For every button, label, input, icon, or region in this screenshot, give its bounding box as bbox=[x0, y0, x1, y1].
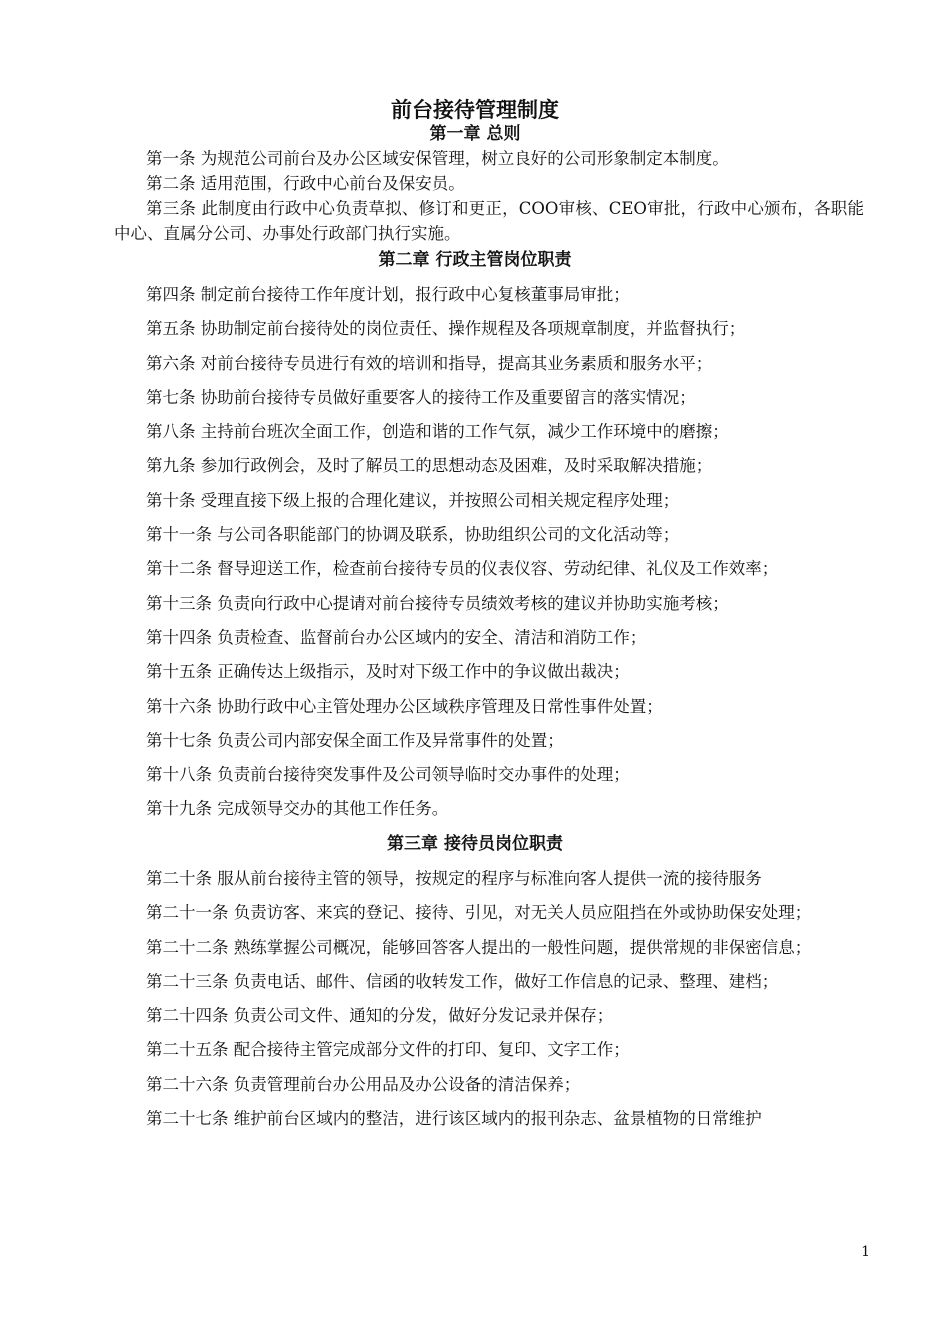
article-6: 第六条 对前台接待专员进行有效的培训和指导，提高其业务素质和服务水平； bbox=[146, 353, 713, 373]
article-2: 第二条 适用范围，行政中心前台及保安员。 bbox=[146, 174, 465, 193]
chapter-3-heading: 第三章 接待员岗位职责 bbox=[387, 834, 563, 854]
document-title: 前台接待管理制度 bbox=[391, 97, 559, 122]
chapter-3-articles bbox=[114, 862, 864, 1136]
article-5: 第五条 协助制定前台接待处的岗位责任、操作规程及各项规章制度，并监督执行； bbox=[146, 319, 746, 339]
page-number: 1 bbox=[861, 1244, 870, 1260]
article-22: 第二十二条 熟练掌握公司概况，能够回答客人提出的一般性问题，提供常规的非保密信息； bbox=[146, 937, 812, 957]
article-12: 第十二条 督导迎送工作，检查前台接待专员的仪表仪容、劳动纪律、礼仪及工作效率； bbox=[146, 559, 779, 579]
article-16: 第十六条 协助行政中心主管处理办公区域秩序管理及日常性事件处置； bbox=[146, 696, 663, 716]
article-13: 第十三条 负责向行政中心提请对前台接待专员绩效考核的建议并协助实施考核； bbox=[146, 593, 729, 613]
article-9: 第九条 参加行政例会，及时了解员工的思想动态及困难，及时采取解决措施； bbox=[146, 456, 713, 476]
article-17: 第十七条 负责公司内部安保全面工作及异常事件的处置； bbox=[146, 730, 564, 750]
article-7: 第七条 协助前台接待专员做好重要客人的接待工作及重要留言的落实情况； bbox=[146, 387, 696, 407]
chapter-2-heading: 第二章 行政主管岗位职责 bbox=[378, 250, 572, 270]
chapter-1-articles bbox=[114, 146, 864, 246]
article-26: 第二十六条 负责管理前台办公用品及办公设备的清洁保养； bbox=[146, 1074, 581, 1094]
article-11: 第十一条 与公司各职能部门的协调及联系，协助组织公司的文化活动等； bbox=[146, 525, 680, 545]
article-21: 第二十一条 负责访客、来宾的登记、接待、引见，对无关人员应阻挡在外或协助保安处理； bbox=[146, 903, 812, 923]
article-24: 第二十四条 负责公司文件、通知的分发，做好分发记录并保存； bbox=[146, 1006, 614, 1026]
article-3: 第三条 此制度由行政中心负责草拟、修订和更正，COO审核、CEO审批，行政中心颁布，各职能中心、直属分公司、办事处行政部门执行实施。 bbox=[114, 199, 864, 243]
article-8: 第八条 主持前台班次全面工作，创造和谐的工作气氛，减少工作环境中的磨擦； bbox=[146, 422, 729, 442]
chapter-1-heading: 第一章 总则 bbox=[429, 124, 521, 144]
article-25: 第二十五条 配合接待主管完成部分文件的打印、复印、文字工作； bbox=[146, 1040, 630, 1060]
article-10: 第十条 受理直接下级上报的合理化建议，并按照公司相关规定程序处理； bbox=[146, 490, 680, 510]
article-1: 第一条 为规范公司前台及办公区域安保管理，树立良好的公司形象制定本制度。 bbox=[146, 149, 729, 168]
article-19: 第十九条 完成领导交办的其他工作任务。 bbox=[146, 799, 449, 819]
article-23: 第二十三条 负责电话、邮件、信函的收转发工作，做好工作信息的记录、整理、建档； bbox=[146, 971, 779, 991]
article-27: 第二十七条 维护前台区域内的整洁，进行该区域内的报刊杂志、盆景植物的日常维护 bbox=[146, 1109, 762, 1129]
article-18: 第十八条 负责前台接待突发事件及公司领导临时交办事件的处理； bbox=[146, 765, 630, 785]
article-4: 第四条 制定前台接待工作年度计划，报行政中心复核董事局审批； bbox=[146, 285, 630, 304]
article-15: 第十五条 正确传达上级指示，及时对下级工作中的争议做出裁决； bbox=[146, 662, 630, 682]
chapter-2-articles bbox=[114, 278, 864, 827]
article-14: 第十四条 负责检查、监督前台办公区域内的安全、清洁和消防工作； bbox=[146, 627, 647, 647]
article-20: 第二十条 服从前台接待主管的领导，按规定的程序与标准向客人提供一流的接待服务 bbox=[146, 869, 762, 888]
